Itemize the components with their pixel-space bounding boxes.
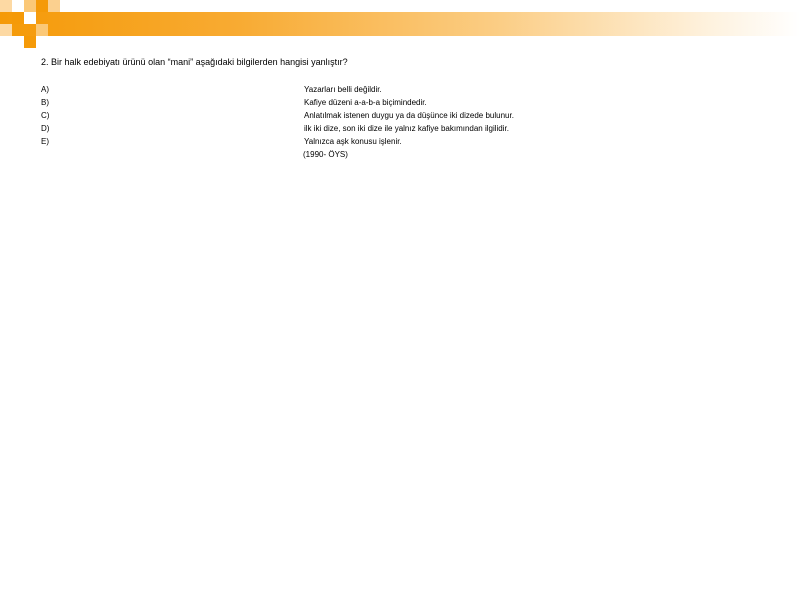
option-text: Yazarları belli değildir. [304,85,382,94]
option-a [41,84,601,97]
option-text: Kafiye düzeni a-a-b-a biçimindedir. [304,98,427,107]
decor-square [0,24,12,36]
option-e [41,136,601,149]
question-text: 2. Bir halk edebiyatı ürünü olan “mani” aşağıdaki bilgilerden hangisi yanlıştır? [41,57,348,67]
decor-square [24,0,36,12]
option-letter: B) [41,98,49,107]
decor-square [24,12,36,24]
decor-square [24,36,36,48]
decor-square [48,0,60,12]
option-d [41,123,601,136]
decor-square [12,0,24,12]
option-letter: A) [41,85,49,94]
source-citation: (1990- ÖYS) [303,150,348,159]
decor-square [36,24,48,36]
decor-square [12,12,24,24]
header-banner [0,12,800,36]
answer-options [41,84,601,149]
decor-square [0,0,12,12]
option-text: Yalnızca aşk konusu işlenir. [304,137,402,146]
option-letter: D) [41,124,50,133]
option-letter: C) [41,111,50,120]
option-text: Anlatılmak istenen duygu ya da düşünce iki dizede bulunur. [304,111,514,120]
option-c [41,110,601,123]
decor-square [36,0,48,12]
option-b [41,97,601,110]
option-text: ilk iki dize, son iki dize ile yalnız kafiye bakımından ilgilidir. [304,124,509,133]
option-letter: E) [41,137,49,146]
